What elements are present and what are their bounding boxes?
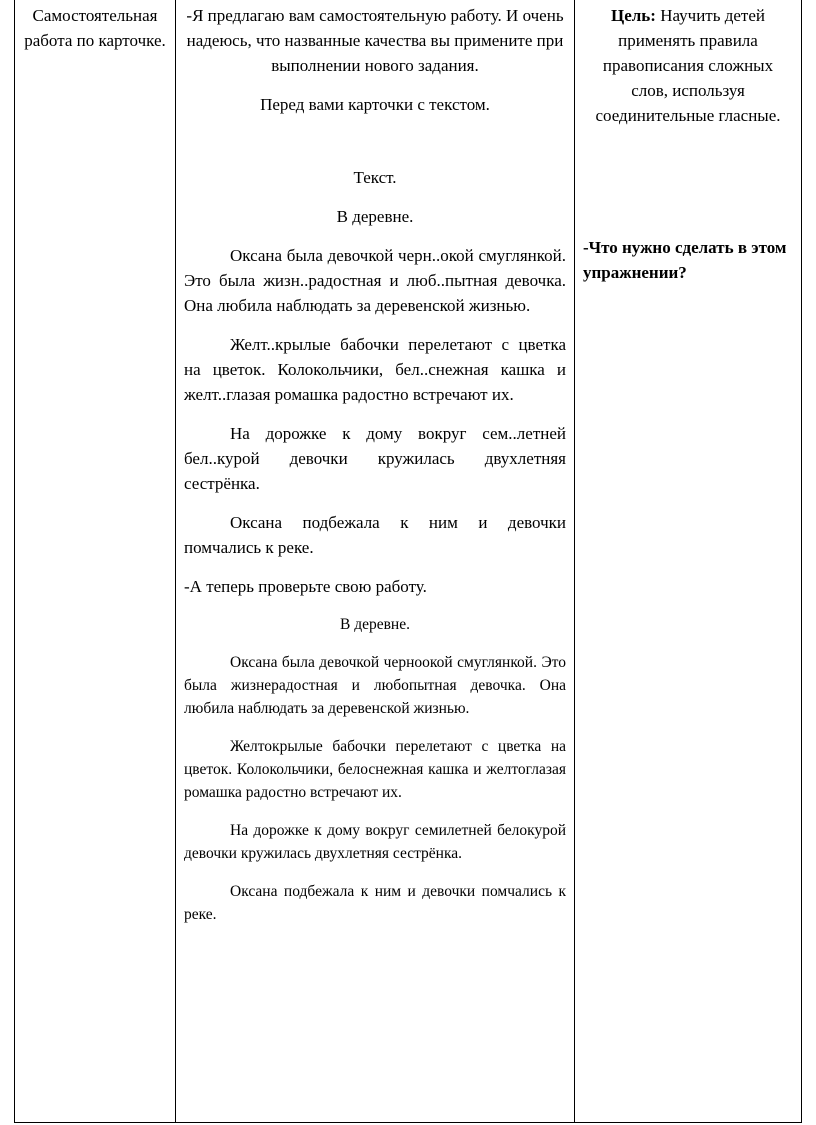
goal-text — [583, 3, 793, 128]
text-label: Текст. — [353, 168, 397, 187]
exercise-paragraph: Оксана была девочкой черн..окой смуглянкой. Это была жизн..радостная и люб..пытная девочка. Она любила наблюдать за деревенской жизнью. — [184, 246, 566, 315]
answer-paragraph: Оксана была девочкой черноокой смуглянкой. Это была жизнерадостная и любопытная девочка. Она любила наблюдать за деревенской жизнью. — [184, 654, 566, 717]
check-instruction: -А теперь проверьте свою работу. — [184, 577, 427, 596]
answer-paragraph: Оксана подбежала к ним и девочки помчались к реке. — [184, 883, 566, 923]
exercise-question: -Что нужно сделать в этом упражнении? — [583, 238, 787, 282]
activity-label: Самостоятельная работа по карточке. — [24, 6, 166, 50]
answer-paragraph: Желтокрылые бабочки перелетают с цветка на цветок. Колокольчики, белоснежная кашка и желтоглазая ромашка радостно встречают их. — [184, 738, 566, 801]
goal-description: Научить детей применять правила правописания сложных слов, используя соединительные гласные. — [595, 6, 781, 125]
exercise-title: В деревне. — [336, 207, 414, 226]
activity-cell — [15, 0, 175, 56]
exercise-paragraph: На дорожке к дому вокруг сем..летней бел..курой девочки кружилась двухлетняя сестрёнка. — [184, 424, 566, 493]
answer-paragraph: На дорожке к дому вокруг семилетней белокурой девочки кружилась двухлетняя сестрёнка. — [184, 822, 566, 862]
exercise-paragraph: Желт..крылые бабочки перелетают с цветка на цветок. Колокольчики, бел..снежная кашка и желт..глазая ромашка радостно встречают их. — [184, 335, 566, 404]
exercise-paragraph: Оксана подбежала к ним и девочки помчались к реке. — [184, 513, 566, 557]
lesson-table — [14, 0, 802, 1123]
cards-text: Перед вами карточки с текстом. — [260, 95, 490, 114]
goal-cell — [575, 0, 801, 288]
goal-label: Цель: — [610, 6, 656, 25]
intro-text: -Я предлагаю вам самостоятельную работу. И очень надеюсь, что названные качества вы примените при выполнении нового задания. — [186, 6, 564, 75]
teacher-speech-cell — [176, 0, 574, 926]
answer-title: В деревне. — [340, 616, 410, 633]
